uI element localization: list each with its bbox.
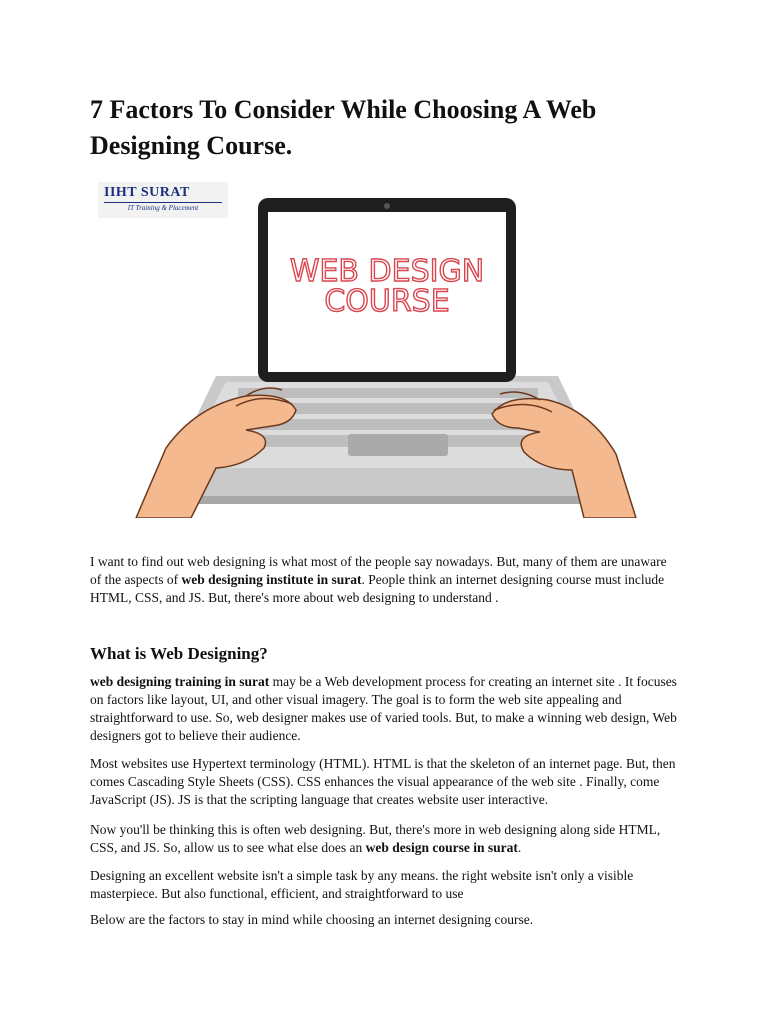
logo-divider xyxy=(104,202,222,203)
intro-text-2: . People think an internet designing course must include HTML, CSS, and JS. But, there's more about web designing to understand . xyxy=(90,572,665,605)
paragraph-3 xyxy=(90,821,680,857)
logo-name: IIHT SURAT xyxy=(104,185,190,200)
hero-illustration xyxy=(96,178,676,518)
intro-text-1: I want to find out web designing is what most of the people say nowadays. But, many of them are unaware of the aspects of xyxy=(90,554,667,587)
p1-text: may be a Web development process for creating an internet site . It focuses on factors like layout, UI, and other visual imagery. The goal is to form the web site appealing and straightforward to use. So, web designer makes use of varied tools. But, to make a winning web design, Web designers got to believe their audience. xyxy=(90,674,677,743)
intro-paragraph xyxy=(90,553,680,607)
paragraph-4: Designing an excellent website isn't a simple task by any means. the right website isn't only a visible masterpiece. But also functional, efficient, and straightforward to use xyxy=(90,868,634,901)
screen-text-line1: WEB DESIGN xyxy=(289,254,485,289)
section-heading: What is Web Designing? xyxy=(90,644,268,663)
p3-text-2: . xyxy=(517,840,522,855)
laptop-front-edge xyxy=(158,496,616,504)
p3-text-1: Now you'll be thinking this is often web designing. But, there's more in web designing along side HTML, CSS, and JS. So, allow us to see what else does an xyxy=(90,822,661,855)
screen-text-line2: COURSE xyxy=(324,284,450,319)
paragraph-2: Most websites use Hypertext terminology (HTML). HTML is that the skeleton of an internet page. But, then comes Cascading Style Sheets (CSS). CSS enhances the visual appearance of the web site . Finally, come JavaScript (JS). JS is that the scripting language that creates website user interactive. xyxy=(90,756,676,807)
iiht-surat-logo xyxy=(98,182,228,218)
article-title: 7 Factors To Consider While Choosing A Web Designing Course. xyxy=(90,95,597,160)
logo-tagline: IT Training & Placement xyxy=(127,204,199,212)
trackpad xyxy=(348,434,448,456)
intro-link[interactable]: web designing institute in surat xyxy=(181,572,362,587)
webcam-icon xyxy=(384,203,390,209)
paragraph-5: Below are the factors to stay in mind while choosing an internet designing course. xyxy=(90,912,534,927)
p1-link[interactable]: web designing training in surat xyxy=(90,674,270,689)
paragraph-1 xyxy=(90,673,680,745)
p3-link[interactable]: web design course in surat xyxy=(365,840,518,855)
